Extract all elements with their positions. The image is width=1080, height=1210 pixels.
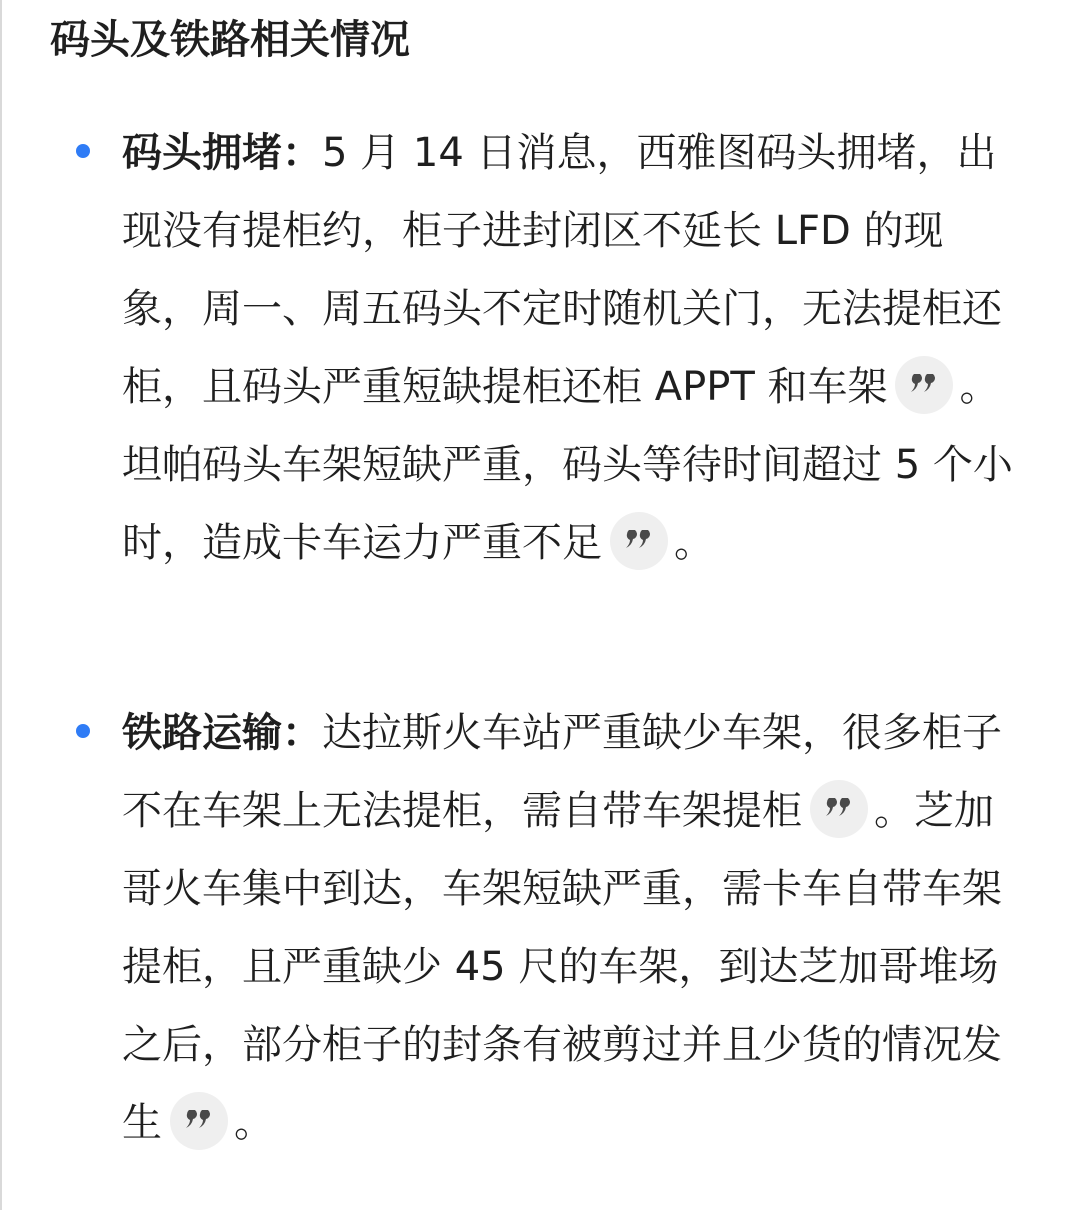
item-text: 。坦帕码头车架短缺严重，码头等待时间超过 5 个小时，造成卡车运力严重不足 <box>122 364 1013 566</box>
left-edge-divider <box>0 0 2 1210</box>
quote-icon <box>909 374 939 396</box>
citation-button[interactable] <box>170 1092 228 1150</box>
item-label: 铁路运输： <box>122 710 322 756</box>
citation-button[interactable] <box>610 512 668 570</box>
citation-button[interactable] <box>895 356 953 414</box>
quote-icon <box>624 530 654 552</box>
bullet-dot-icon <box>76 144 90 158</box>
item-text: 。芝加哥火车集中到达，车架短缺严重，需卡车自带车架提柜，且严重缺少 45 尺的车架，到达芝加哥堆场之后，部分柜子的封条有被剪过并且少货的情况发生 <box>122 788 1002 1146</box>
bullet-dot-icon <box>76 724 90 738</box>
list-item <box>122 114 1022 582</box>
item-text: 。 <box>674 520 714 566</box>
quote-icon <box>184 1110 214 1132</box>
item-text: 。 <box>234 1100 274 1146</box>
item-text: 5 月 14 日消息，西雅图码头拥堵，出现没有提柜约，柜子进封闭区不延长 LFD 的现象，周一、周五码头不定时随机关门，无法提柜还柜，且码头严重短缺提柜还柜 APPT 和车架 <box>122 130 1002 410</box>
item-text: 达拉斯火车站严重缺少车架，很多柜子不在车架上无法提柜，需自带车架提柜 <box>122 710 1002 834</box>
list-item <box>122 694 1022 1162</box>
item-label: 码头拥堵： <box>122 130 322 176</box>
citation-button[interactable] <box>810 780 868 838</box>
section-title: 码头及铁路相关情况 <box>50 17 410 63</box>
quote-icon <box>824 798 854 820</box>
